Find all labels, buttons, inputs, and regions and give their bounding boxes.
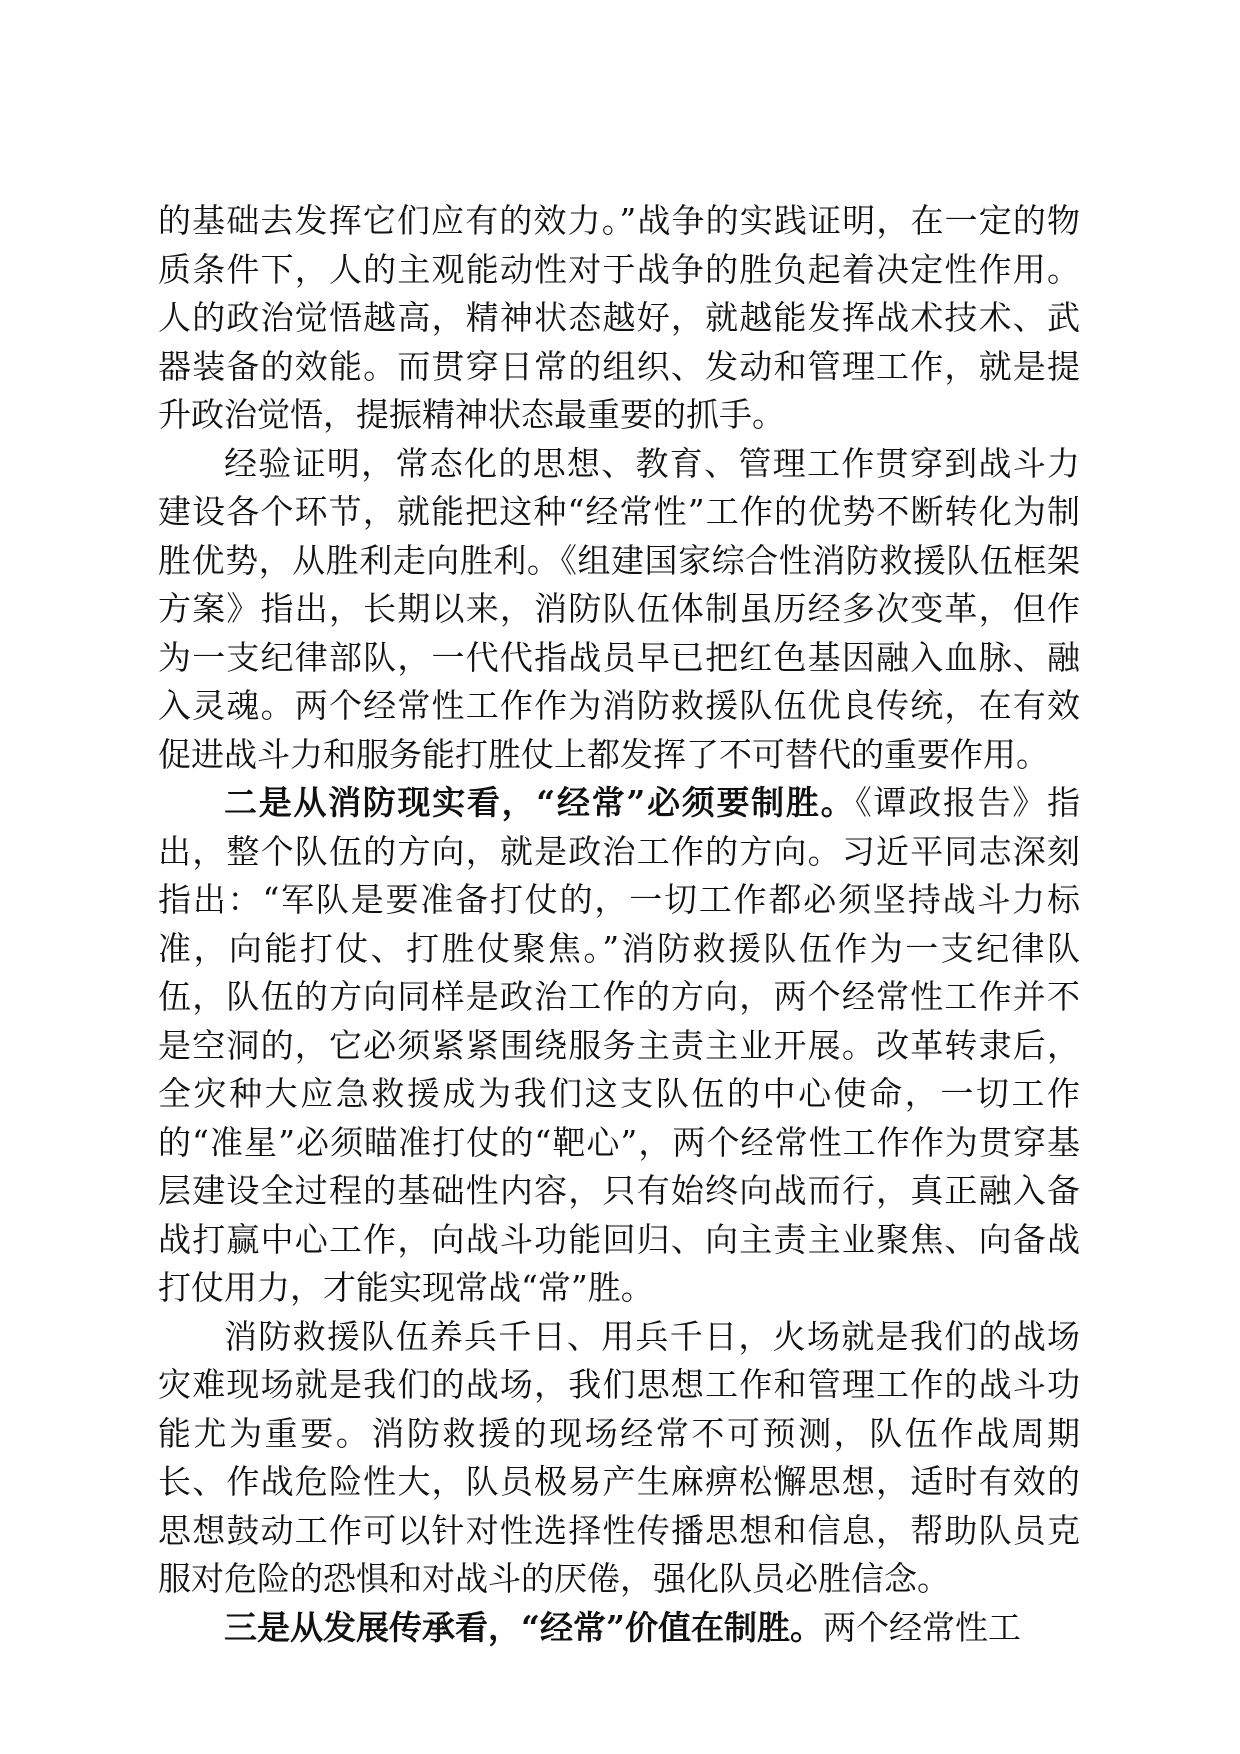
paragraph-1-text: 的基础去发挥它们应有的效力。”战争的实践证明，在一定的物质条件下，人的主观能动性对于战争的胜负起着决定性作用。人的政治觉悟越高，精神状态越好，就越能发挥战术技术、武器装备的效能。而贯穿日常的组织、发动和管理工作，就是提升政治觉悟，提振精神状态最重要的抓手。 — [158, 201, 1080, 434]
paragraph-2-text: 经验证明，常态化的思想、教育、管理工作贯穿到战斗力建设各个环节，就能把这种“经常性”工作的优势不断转化为制胜优势，从胜利走向胜利。《组建国家综合性消防救援队伍框架方案》指出，长期以来，消防队伍体制虽历经多次变革，但作为一支纪律部队，一代代指战员早已把红色基因融入血脉、融入灵魂。两个经常性工作作为消防救援队伍优良传统，在有效促进战斗力和服务能打胜仗上都发挥了不可替代的重要作用。 — [158, 443, 1080, 774]
document-page — [158, 197, 1080, 1652]
paragraph-3-text: 《谭政报告》指出，整个队伍的方向，就是政治工作的方向。习近平同志深刻指出：“军队是要准备打仗的，一切工作都必须坚持战斗力标准，向能打仗、打胜仗聚焦。”消防救援队伍作为一支纪律队伍，队伍的方向同样是政治工作的方向，两个经常性工作并不是空洞的，它必须紧紧围绕服务主责主业开展。改革转隶后，全灾种大应急救援成为我们这支队伍的中心使命，一切工作的“准星”必须瞄准打仗的“靶心”，两个经常性工作作为贯穿基层建设全过程的基础性内容，只有始终向战而行，真正融入备战打赢中心工作，向战斗功能回归、向主责主业聚焦、向备战打仗用力，才能实现常战“常”胜。 — [158, 783, 1081, 1307]
paragraph-5-heading: 三是从发展传承看，“经常”价值在制胜。 — [224, 1607, 823, 1647]
paragraph-4-text: 消防救援队伍养兵千日、用兵千日，火场就是我们的战场灾难现场就是我们的战场，我们思想工作和管理工作的战斗功能尤为重要。消防救援的现场经常不可预测，队伍作战周期长、作战危险性大，队员极易产生麻痹松懈思想，适时有效的思想鼓动工作可以针对性选择性传播思想和信息，帮助队员克服对危险的恐惧和对战斗的厌倦，强化队员必胜信念。 — [158, 1316, 1080, 1598]
paragraph-1 — [158, 197, 1080, 440]
paragraph-5-text: 两个经常性工 — [822, 1607, 1021, 1647]
paragraph-3-heading: 二是从消防现实看，“经常”必须要制胜。 — [224, 783, 856, 822]
paragraph-3 — [158, 779, 1080, 1313]
paragraph-4 — [158, 1313, 1080, 1604]
paragraph-5 — [158, 1604, 1080, 1653]
paragraph-2 — [158, 440, 1080, 780]
